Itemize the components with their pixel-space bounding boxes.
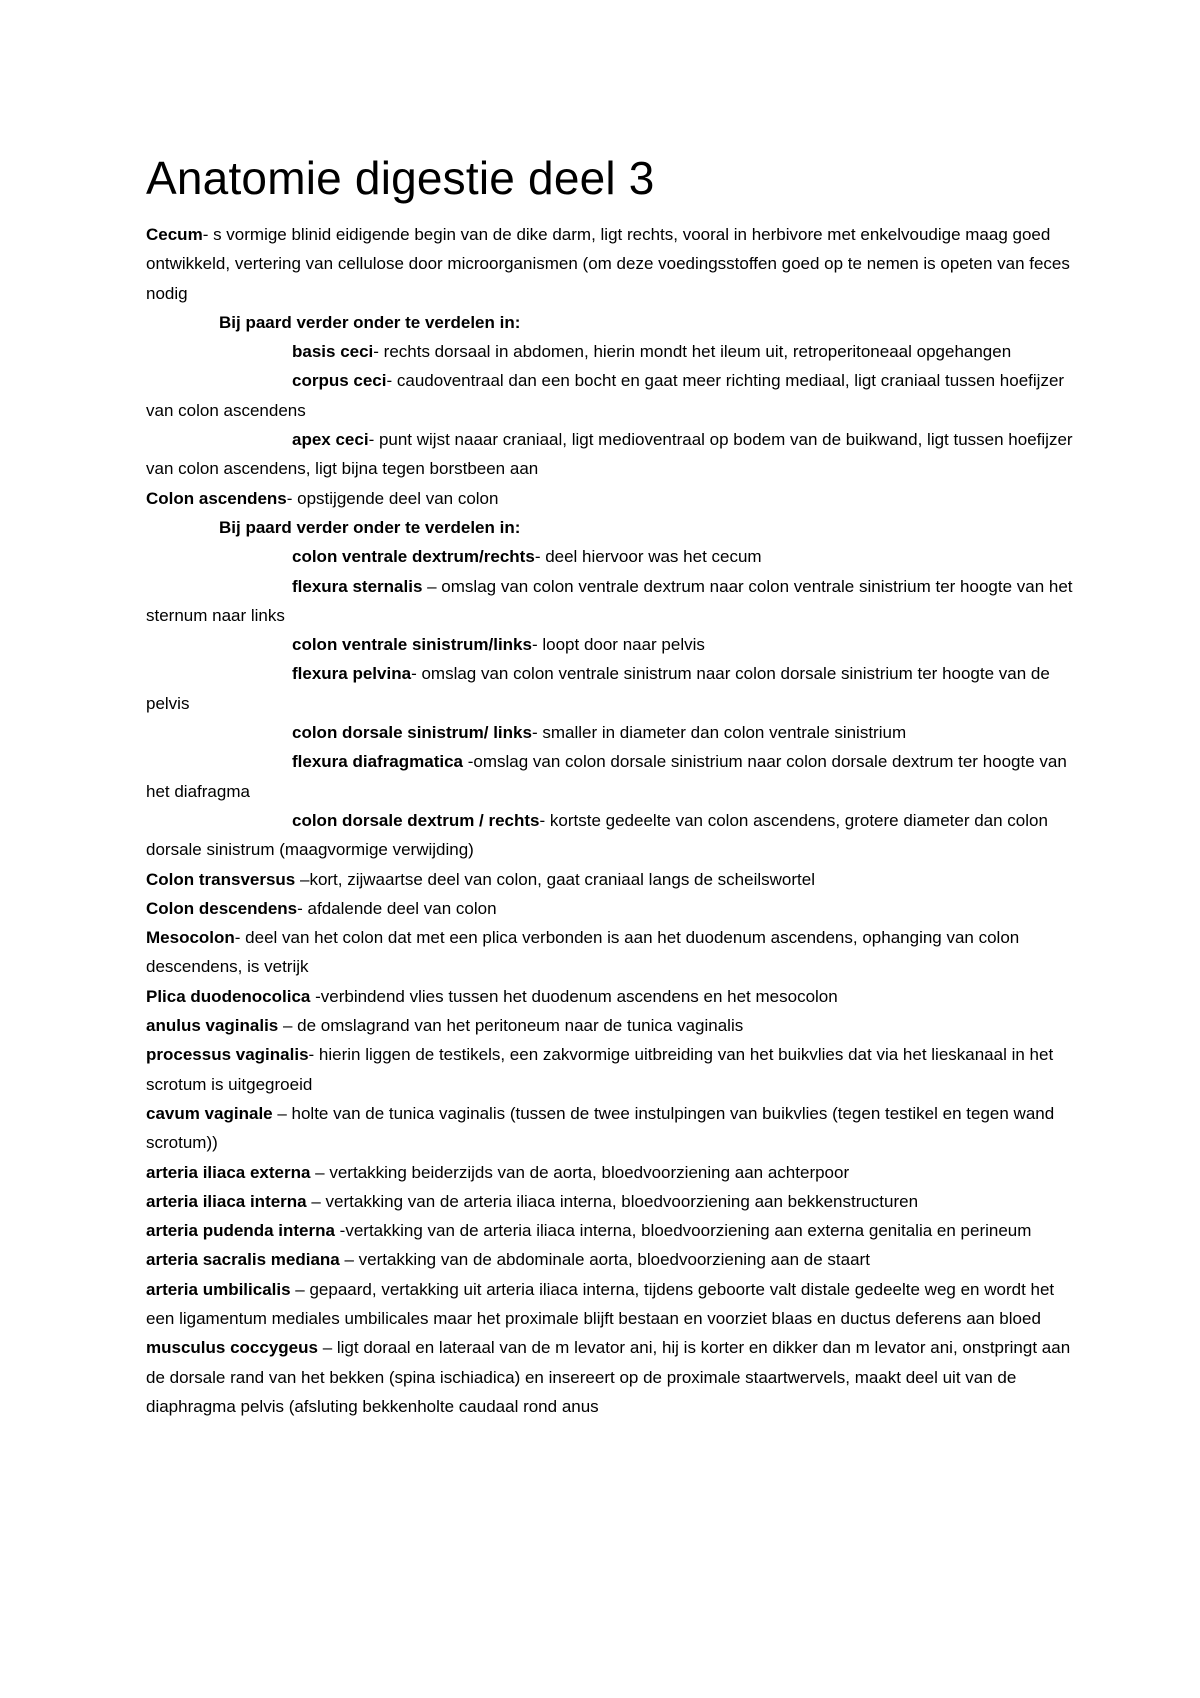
definition: -omslag van colon dorsale sinistrium naar colon dorsale dextrum ter hoogte van het diafragma xyxy=(146,752,1067,801)
paragraph-flexura-pelvina xyxy=(146,659,1076,718)
paragraph-mesocolon xyxy=(146,923,1076,982)
paragraph-arteria-iliaca-interna xyxy=(146,1187,1076,1216)
term: corpus ceci xyxy=(292,371,387,391)
paragraph-flexura-sternalis xyxy=(146,572,1076,631)
paragraph-processus-vaginalis xyxy=(146,1040,1076,1099)
term: arteria pudenda interna xyxy=(146,1221,335,1241)
term: colon dorsale dextrum / rechts xyxy=(292,810,540,830)
definition: – vertakking beiderzijds van de aorta, bloedvoorziening aan achterpoor xyxy=(310,1162,850,1182)
subheading-cecum-horse xyxy=(146,308,1076,337)
definition: - rechts dorsaal in abdomen, hierin mondt het ileum uit, retroperitoneaal opgehangen xyxy=(373,342,1012,362)
term: Cecum xyxy=(146,225,203,244)
definition: – gepaard, vertakking uit arteria iliaca interna, tijdens geboorte valt distale gedeelte weg en wordt het een ligamentum mediales umbilicales maar het proximale blijft bestaan en voorziet blaas en ductus deferens aan bloed xyxy=(146,1279,1055,1328)
definition: – omslag van colon ventrale dextrum naar colon ventrale sinistrium ter hoogte van het sternum naar links xyxy=(146,576,1073,625)
definition: -vertakking van de arteria iliaca interna, bloedvoorziening aan externa genitalia en perineum xyxy=(334,1221,1032,1241)
term: cavum vaginale xyxy=(146,1103,273,1123)
paragraph-plica-duodenocolica xyxy=(146,982,1076,1011)
document-title: Anatomie digestie deel 3 xyxy=(146,152,655,204)
term: Bij paard verder onder te verdelen in: xyxy=(219,312,521,332)
paragraph-colon-ascendens xyxy=(146,484,1076,513)
term: arteria iliaca interna xyxy=(146,1191,307,1211)
paragraph-arteria-umbilicalis xyxy=(146,1275,1076,1334)
term: musculus coccygeus xyxy=(146,1338,318,1358)
paragraph-basis-ceci xyxy=(146,337,1076,366)
term: flexura pelvina xyxy=(292,664,412,684)
term: Mesocolon xyxy=(146,928,235,948)
paragraph-apex-ceci xyxy=(146,425,1076,484)
paragraph-colon-transversus xyxy=(146,865,1076,894)
paragraph-arteria-iliaca-externa xyxy=(146,1158,1076,1187)
paragraph-colon-ventrale-sinistrum xyxy=(146,630,1076,659)
definition: - hierin liggen de testikels, een zakvormige uitbreiding van het buikvlies dat via het lieskanaal in het scrotum is uitgegroeid xyxy=(146,1045,1054,1094)
paragraph-arteria-pudenda-interna xyxy=(146,1216,1076,1245)
term: Colon ascendens xyxy=(146,488,287,508)
paragraph-arteria-sacralis-mediana xyxy=(146,1245,1076,1274)
document-body xyxy=(146,220,1076,1421)
definition: - s vormige blinid eidigende begin van de dike darm, ligt rechts, vooral in herbivore met enkelvoudige maag goed ontwikkeld, vertering van cellulose door microorganismen (om deze voedingsstoffen goed op te nemen is opeten van feces nodig xyxy=(146,225,1070,303)
paragraph-musculus-coccygeus xyxy=(146,1333,1076,1421)
definition: - punt wijst naaar craniaal, ligt medioventraal op bodem van de buikwand, ligt tussen hoefijzer van colon ascendens, ligt bijna tegen borstbeen aan xyxy=(146,430,1073,479)
term: basis ceci xyxy=(292,342,374,362)
paragraph-colon-dorsale-dextrum xyxy=(146,806,1076,865)
term: colon ventrale sinistrum/links xyxy=(292,635,532,655)
definition: – vertakking van de abdominale aorta, bloedvoorziening aan de staart xyxy=(339,1250,870,1270)
paragraph-corpus-ceci xyxy=(146,366,1076,425)
definition: – holte van de tunica vaginalis (tussen de twee instulpingen van buikvlies (tegen testikel en tegen wand scrotum)) xyxy=(146,1103,1055,1153)
term: flexura sternalis xyxy=(292,576,423,596)
definition: - caudoventraal dan een bocht en gaat meer richting mediaal, ligt craniaal tussen hoefijzer van colon ascendens xyxy=(146,371,1065,420)
paragraph-anulus-vaginalis xyxy=(146,1011,1076,1040)
term: colon ventrale dextrum/rechts xyxy=(292,547,535,567)
term: anulus vaginalis xyxy=(146,1016,279,1036)
definition: – de omslagrand van het peritoneum naar de tunica vaginalis xyxy=(278,1016,744,1036)
term: colon dorsale sinistrum/ links xyxy=(292,723,532,743)
definition: - deel van het colon dat met een plica verbonden is aan het duodenum ascendens, ophanging van colon descendens, is vetrijk xyxy=(146,928,1020,977)
term: processus vaginalis xyxy=(146,1045,309,1065)
definition: -verbindend vlies tussen het duodenum ascendens en het mesocolon xyxy=(310,986,838,1006)
term: arteria sacralis mediana xyxy=(146,1250,340,1270)
paragraph-cavum-vaginale xyxy=(146,1099,1076,1158)
document-page xyxy=(146,150,1076,1421)
definition: - loopt door naar pelvis xyxy=(531,635,705,655)
term: arteria umbilicalis xyxy=(146,1279,291,1299)
term: Colon transversus xyxy=(146,869,296,889)
definition: - opstijgende deel van colon xyxy=(286,488,499,508)
term: Bij paard verder onder te verdelen in: xyxy=(219,517,521,537)
definition: - deel hiervoor was het cecum xyxy=(534,547,762,567)
subheading-colon-horse xyxy=(146,513,1076,542)
definition: - smaller in diameter dan colon ventrale sinistrium xyxy=(531,723,907,743)
term: arteria iliaca externa xyxy=(146,1162,311,1182)
paragraph-colon-dorsale-sinistrum xyxy=(146,718,1076,747)
term: flexura diafragmatica xyxy=(292,752,464,772)
paragraph-cecum xyxy=(146,220,1076,308)
definition: –kort, zijwaartse deel van colon, gaat craniaal langs de scheilswortel xyxy=(295,869,815,889)
term: Plica duodenocolica xyxy=(146,986,311,1006)
definition: – vertakking van de arteria iliaca interna, bloedvoorziening aan bekkenstructuren xyxy=(306,1191,919,1211)
definition: - kortste gedeelte van colon ascendens, grotere diameter dan colon dorsale sinistrum (maagvormige verwijding) xyxy=(146,810,1048,860)
paragraph-flexura-diafragmatica xyxy=(146,747,1076,806)
paragraph-colon-descendens xyxy=(146,894,1076,923)
paragraph-colon-ventrale-dextrum xyxy=(146,542,1076,571)
term: apex ceci xyxy=(292,430,369,450)
definition: - omslag van colon ventrale sinistrum naar colon dorsale sinistrium ter hoogte van de pelvis xyxy=(146,664,1050,713)
definition: - afdalende deel van colon xyxy=(297,898,497,918)
term: Colon descendens xyxy=(146,898,298,918)
definition: – ligt doraal en lateraal van de m levator ani, hij is korter en dikker dan m levator ani, onstpringt aan de dorsale rand van het bekken (spina ischiadica) en insereert op de proximale staartwervels, maakt deel uit van de diaphragma pelvis (afsluting bekkenholte caudaal rond anus xyxy=(146,1338,1071,1416)
